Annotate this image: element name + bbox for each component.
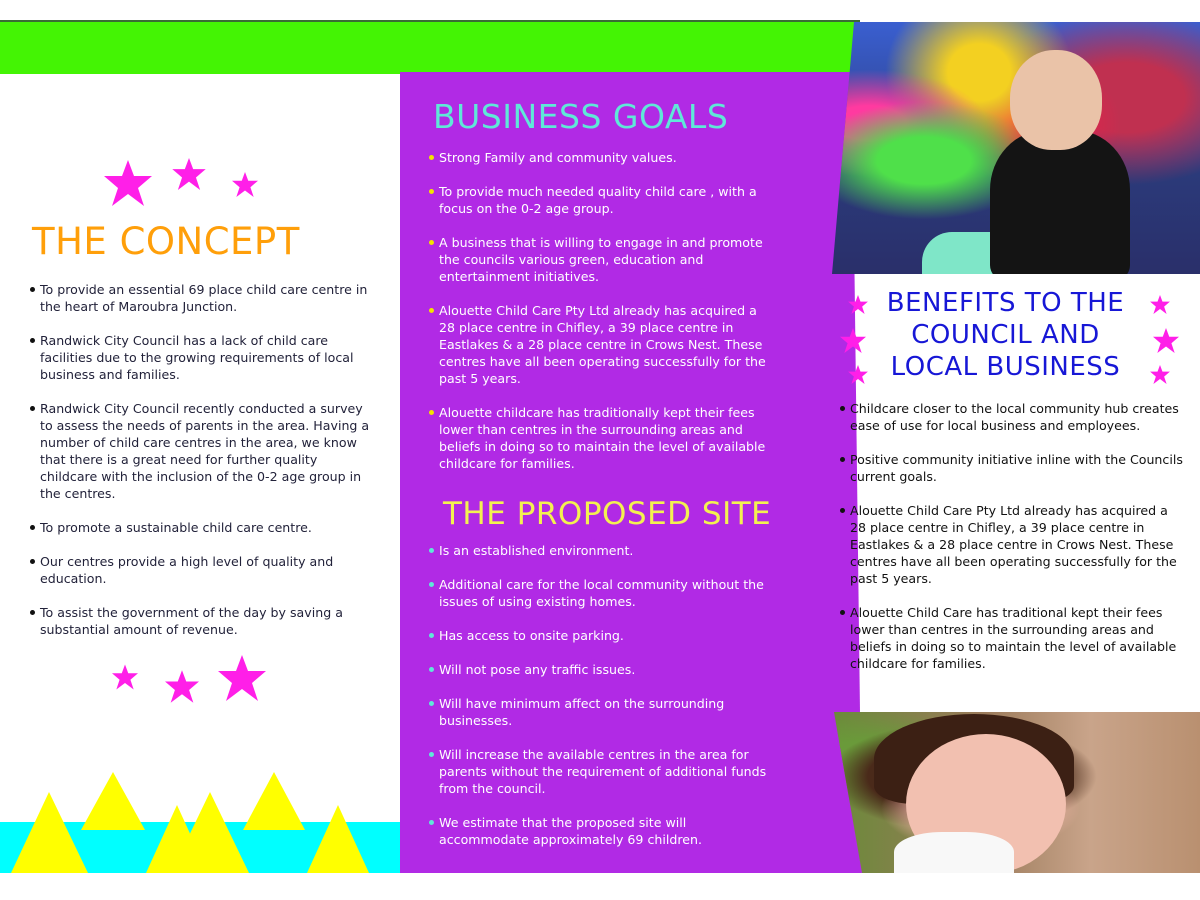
list-item: Our centres provide a high level of quality and education.	[30, 553, 375, 587]
list-item: Childcare closer to the local community hub creates ease of use for local business and employees.	[840, 400, 1185, 434]
star-icon	[1153, 328, 1179, 353]
bullet-icon	[840, 610, 845, 615]
star-icon	[848, 365, 868, 384]
list-item: To promote a sustainable child care centre.	[30, 519, 375, 536]
list-item: To provide an essential 69 place child care centre in the heart of Maroubra Junction.	[30, 281, 375, 315]
star-icon	[218, 655, 266, 701]
list-item: Randwick City Council has a lack of child care facilities due to the growing requirements of local business and families.	[30, 332, 375, 383]
star-icon	[112, 664, 138, 690]
bullet-icon	[429, 308, 434, 313]
baby-face	[1010, 50, 1102, 150]
star-icon	[1150, 365, 1170, 384]
bullet-icon	[429, 701, 434, 706]
baby-body	[990, 130, 1130, 274]
bullet-icon	[840, 406, 845, 411]
bullet-icon	[429, 633, 434, 638]
list-item: To provide much needed quality child care , with a focus on the 0-2 age group.	[429, 183, 774, 217]
bullet-icon	[429, 548, 434, 553]
concept-list	[30, 281, 375, 655]
list-item: Alouette Child Care has traditional kept their fees lower than centres in the surrounding areas and beliefs in doing so to maintain the level of available childcare for families.	[840, 604, 1185, 672]
bullet-icon	[429, 667, 434, 672]
list-item: Is an established environment.	[429, 542, 774, 559]
bullet-icon	[429, 189, 434, 194]
star-icon	[104, 160, 152, 206]
bullet-icon	[30, 610, 35, 615]
benefits-list	[840, 400, 1185, 689]
list-item: Randwick City Council recently conducted a survey to assess the needs of parents in the area. Having a number of child care centres in the area, we know that there is a great need for further quality childcare with the inclusion of the 0-2 age group in the centres.	[30, 400, 375, 502]
list-item: To assist the government of the day by saving a substantial amount of revenue.	[30, 604, 375, 638]
star-icon	[232, 172, 258, 197]
bullet-icon	[840, 457, 845, 462]
list-item: Will increase the available centres in the area for parents without the requirement of additional funds from the council.	[429, 746, 774, 797]
list-item: We estimate that the proposed site will accommodate approximately 69 children.	[429, 814, 774, 848]
list-item: Alouette Child Care Pty Ltd already has acquired a 28 place centre in Chifley, a 39 place centre in Eastlakes & a 28 place centre in Crows Nest. These centres have all been operating successfully for the past 5 years.	[840, 502, 1185, 587]
list-item: Has access to onsite parking.	[429, 627, 774, 644]
smiling-toddler-photo	[834, 712, 1200, 873]
bullet-icon	[30, 559, 35, 564]
list-item: Additional care for the local community without the issues of using existing homes.	[429, 576, 774, 610]
bullet-icon	[429, 410, 434, 415]
yellow-triangles-decoration	[0, 770, 402, 875]
list-item: A business that is willing to engage in and promote the councils various green, education and entertainment initiatives.	[429, 234, 774, 285]
bullet-icon	[429, 820, 434, 825]
star-icon	[848, 295, 868, 314]
star-icon	[840, 328, 866, 353]
toddler-collar	[894, 832, 1014, 873]
benefits-heading: BENEFITS TO THE COUNCIL AND LOCAL BUSINESS	[886, 288, 1125, 382]
smiling-baby-photo	[832, 22, 1200, 274]
star-icon	[165, 670, 199, 703]
bullet-icon	[429, 155, 434, 160]
proposed-site-list	[429, 542, 774, 865]
list-item: Alouette Child Care Pty Ltd already has acquired a 28 place centre in Chifley, a 39 place centre in Eastlakes & a 28 place centre in Crows Nest. These centres have all been operating successfully for the past 5 years.	[429, 302, 774, 387]
list-item: Positive community initiative inline with the Councils current goals.	[840, 451, 1185, 485]
list-item: Alouette childcare has traditionally kept their fees lower than centres in the surrounding areas and beliefs in doing so to maintain the level of available childcare for families.	[429, 404, 774, 472]
business-goals-list	[429, 149, 774, 489]
concept-heading: THE CONCEPT	[32, 220, 300, 263]
bullet-icon	[429, 582, 434, 587]
list-item: Strong Family and community values.	[429, 149, 774, 166]
proposed-site-heading: THE PROPOSED SITE	[443, 496, 772, 532]
star-icon	[172, 158, 206, 190]
bullet-icon	[429, 240, 434, 245]
bullet-icon	[30, 338, 35, 343]
green-header-band	[0, 20, 860, 74]
list-item: Will not pose any traffic issues.	[429, 661, 774, 678]
business-goals-heading: BUSINESS GOALS	[433, 97, 729, 136]
bullet-icon	[30, 406, 35, 411]
bullet-icon	[30, 287, 35, 292]
bullet-icon	[429, 752, 434, 757]
bullet-icon	[840, 508, 845, 513]
star-icon	[1150, 295, 1170, 314]
bullet-icon	[30, 525, 35, 530]
list-item: Will have minimum affect on the surrounding businesses.	[429, 695, 774, 729]
